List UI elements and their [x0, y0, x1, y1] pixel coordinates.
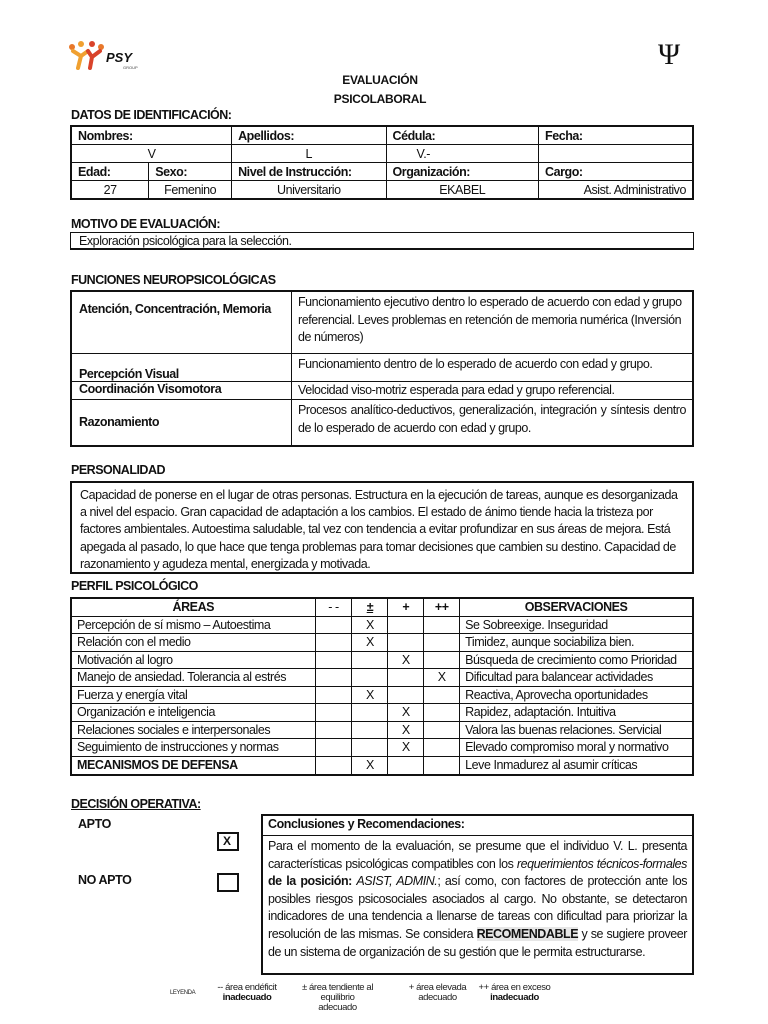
legend-verdict: inadecuado [490, 992, 539, 1003]
mark-deficit [315, 721, 352, 739]
mark-elevada [388, 616, 424, 634]
recommendation-highlight: RECOMENDABLE [476, 926, 579, 941]
perfil-observacion: Se Sobreexige. Inseguridad [460, 616, 693, 634]
label-edad: Edad: [71, 163, 149, 181]
personalidad-text: Capacidad de ponerse en el lugar de otras personas. Estructura en la ejecución de tareas, aunque es desorganizada a nivel del espacio. Gran capacidad de adaptación a los cambios. El estado de ánimo tiende hacia la tristeza por factores ambientales. Autoestima saludable, tal vez con tendencia a evitar profundizar en sus áreas de mejora. Está apegada al pasado, lo que hace que tenga problemas para tomar decisiones que cambien su destino. Capacidad de razonamiento y agudeza mental, energizada y motivada. [70, 481, 694, 574]
perfil-observacion: Dificultad para balancear actividades [460, 669, 693, 687]
neuro-desc: Velocidad viso-motriz esperada para edad y grupo referencial. [292, 381, 694, 400]
perfil-psicologico-table [70, 597, 694, 776]
legend-desc: área elevada [416, 982, 467, 993]
identification-section-title: DATOS DE IDENTIFICACIÓN: [71, 108, 232, 122]
value-sexo: Femenino [149, 181, 232, 200]
motivo-text: Exploración psicológica para la selección. [70, 232, 694, 250]
legend-title: LEYENDA [170, 990, 196, 996]
legend-symbol: ++ [478, 982, 489, 993]
document-title-line1: EVALUACIÓN [342, 73, 418, 87]
perfil-area: Fuerza y energía vital [71, 686, 315, 704]
perfil-area: Organización e inteligencia [71, 704, 315, 722]
legend-verdict: inadecuado [222, 992, 272, 1003]
mark-elevada: X [388, 739, 424, 757]
mark-elevada: X [388, 721, 424, 739]
psi-symbol-icon: Ψ [658, 38, 681, 71]
legend-desc: área endéficit [225, 982, 277, 993]
mark-deficit [315, 669, 352, 687]
label-cargo: Cargo: [539, 163, 693, 181]
mark-deficit [315, 634, 352, 652]
mark-exceso: X [424, 669, 460, 687]
legend-item-equilibrio [290, 983, 385, 1013]
header-observaciones: OBSERVACIONES [460, 598, 693, 616]
mark-equilibrio: X [352, 634, 388, 652]
value-organizacion: EKABEL [386, 181, 539, 200]
perfil-observacion: Elevado compromiso moral y normativo [460, 739, 693, 757]
mark-elevada [388, 756, 424, 775]
header-exceso: ++ [424, 598, 460, 616]
table-row [71, 704, 693, 722]
no-apto-checkbox[interactable] [217, 873, 239, 892]
label-nivel-instruccion: Nivel de Instrucción: [232, 163, 386, 181]
label-sexo: Sexo: [149, 163, 232, 181]
label-organizacion: Organización: [386, 163, 539, 181]
mark-elevada [388, 669, 424, 687]
personalidad-section-title: PERSONALIDAD [71, 463, 166, 477]
table-row [71, 634, 693, 652]
conclusions-part: y se sugiere proveer de un sistema de organización de su gestión que le permita estructurarse. [268, 926, 687, 959]
neuro-area: Razonamiento [71, 400, 292, 446]
legend-symbol: + [408, 982, 414, 993]
perfil-area: Relaciones sociales e interpersonales [71, 721, 315, 739]
mark-equilibrio [352, 721, 388, 739]
table-row [71, 616, 693, 634]
perfil-area: MECANISMOS DE DEFENSA [71, 756, 315, 775]
mark-deficit [315, 651, 352, 669]
mark-equilibrio: X [352, 616, 388, 634]
mark-exceso [424, 651, 460, 669]
value-nombres: V [71, 145, 232, 163]
no-apto-label: NO APTO [78, 873, 132, 887]
perfil-area: Percepción de sí mismo – Autoestima [71, 616, 315, 634]
svg-text:PSY: PSY [106, 50, 133, 65]
mark-equilibrio: X [352, 686, 388, 704]
mark-deficit [315, 686, 352, 704]
mark-equilibrio [352, 669, 388, 687]
neuro-desc: Procesos analítico-deductivos, generalización, integración y síntesis dentro de lo esperado de acuerdo con edad y grupo. [292, 400, 694, 446]
apto-label: APTO [78, 817, 111, 831]
neuro-area: Coordinación Visomotora [71, 381, 292, 400]
motivo-section-title: MOTIVO DE EVALUACIÓN: [71, 217, 220, 231]
legend-verdict: adecuado [418, 992, 457, 1003]
mark-exceso [424, 634, 460, 652]
table-row [71, 651, 693, 669]
neuro-area: Atención, Concentración, Memoria [71, 291, 292, 353]
perfil-area: Relación con el medio [71, 634, 315, 652]
perfil-observacion: Reactiva, Aprovecha oportunidades [460, 686, 693, 704]
neuro-area: Percepción Visual [71, 353, 292, 381]
perfil-section-title: PERFIL PSICOLÓGICO [71, 579, 198, 593]
header-elevada: + [388, 598, 424, 616]
perfil-area: Manejo de ansiedad. Tolerancia al estrés [71, 669, 315, 687]
value-apellidos: L [232, 145, 386, 163]
legend-item-exceso [477, 983, 552, 1003]
decision-section-title: DECISIÓN OPERATIVA: [71, 797, 201, 811]
psy-group-logo [68, 40, 148, 70]
mark-exceso [424, 756, 460, 775]
mark-elevada: X [388, 651, 424, 669]
mark-elevada [388, 634, 424, 652]
document-title-line2: PSICOLABORAL [333, 92, 427, 106]
legend-verdict: adecuado [318, 1002, 357, 1013]
neuro-desc: Funcionamiento dentro de lo esperado de acuerdo con edad y grupo. [292, 353, 694, 381]
value-edad: 27 [71, 181, 149, 200]
perfil-area: Motivación al logro [71, 651, 315, 669]
mark-exceso [424, 616, 460, 634]
label-cedula: Cédula: [386, 126, 539, 145]
table-row [71, 721, 693, 739]
mark-equilibrio [352, 651, 388, 669]
header-deficit: - - [315, 598, 352, 616]
mark-elevada [388, 686, 424, 704]
neuro-functions-table [70, 290, 694, 447]
header-equilibrio: ± [352, 598, 388, 616]
conclusions-title: Conclusiones y Recomendaciones: [263, 816, 692, 836]
people-figures-icon [68, 40, 148, 70]
conclusions-italic: ASIST, ADMIN. [356, 874, 438, 889]
identification-table [70, 125, 694, 200]
legend-item-elevada [405, 983, 470, 1003]
legend-symbol: -- [217, 982, 223, 993]
mark-equilibrio [352, 704, 388, 722]
legend-item-deficit [212, 983, 282, 1003]
apto-checkbox[interactable]: X [217, 832, 239, 851]
mark-deficit [315, 616, 352, 634]
perfil-observacion: Rapidez, adaptación. Intuitiva [460, 704, 693, 722]
table-row [71, 756, 693, 775]
label-nombres: Nombres: [71, 126, 232, 145]
value-cargo: Asist. Administrativo [539, 181, 693, 200]
perfil-observacion: Timidez, aunque sociabiliza bien. [460, 634, 693, 652]
label-fecha: Fecha: [539, 126, 693, 145]
mark-deficit [315, 739, 352, 757]
conclusions-italic: requerimientos técnicos-formales [516, 856, 687, 871]
mark-exceso [424, 721, 460, 739]
conclusions-part: Para el momento de la evaluación, se presume que el individuo V. L. presenta características psicológicas compatibles con los [268, 839, 687, 871]
value-cedula: V.- [386, 145, 539, 163]
mark-equilibrio [352, 739, 388, 757]
header-areas: ÁREAS [71, 598, 315, 616]
legend-desc: área tendiente al equilibrio [309, 982, 374, 1003]
conclusions-part: ; así como, con factores de protección ante los posibles riesgos psicosociales asociados al cargo. No obstante, se detectaron indicadores de una tendencia a llenarse de tareas con dificultad para priorizar la resolución de las mismas. Se considera [268, 874, 687, 941]
label-apellidos: Apellidos: [232, 126, 386, 145]
table-row [71, 669, 693, 687]
legend-symbol: ± [301, 982, 307, 993]
perfil-observacion: Valora las buenas relaciones. Servicial [460, 721, 693, 739]
conclusions-text [263, 836, 692, 963]
mark-deficit [315, 756, 352, 775]
table-row [71, 686, 693, 704]
perfil-area: Seguimiento de instrucciones y normas [71, 739, 315, 757]
conclusions-part: de la posición: [268, 874, 357, 889]
value-fecha [539, 145, 693, 163]
value-nivel-instruccion: Universitario [232, 181, 386, 200]
perfil-observacion: Leve Inmadurez al asumir críticas [460, 756, 693, 775]
mark-exceso [424, 704, 460, 722]
perfil-observacion: Búsqueda de crecimiento como Prioridad [460, 651, 693, 669]
mark-deficit [315, 704, 352, 722]
neuro-section-title: FUNCIONES NEUROPSICOLÓGICAS [71, 273, 276, 287]
legend-desc: área en exceso [491, 982, 551, 993]
mark-exceso [424, 686, 460, 704]
svg-text:GROUP: GROUP [123, 65, 138, 70]
table-row [71, 739, 693, 757]
mark-exceso [424, 739, 460, 757]
mark-equilibrio: X [352, 756, 388, 775]
mark-elevada: X [388, 704, 424, 722]
conclusions-box [261, 814, 694, 975]
neuro-desc: Funcionamiento ejecutivo dentro lo esperado de acuerdo con edad y grupo referencial. Leves problemas en retención de memoria numérica (Inversión de números) [292, 291, 694, 353]
